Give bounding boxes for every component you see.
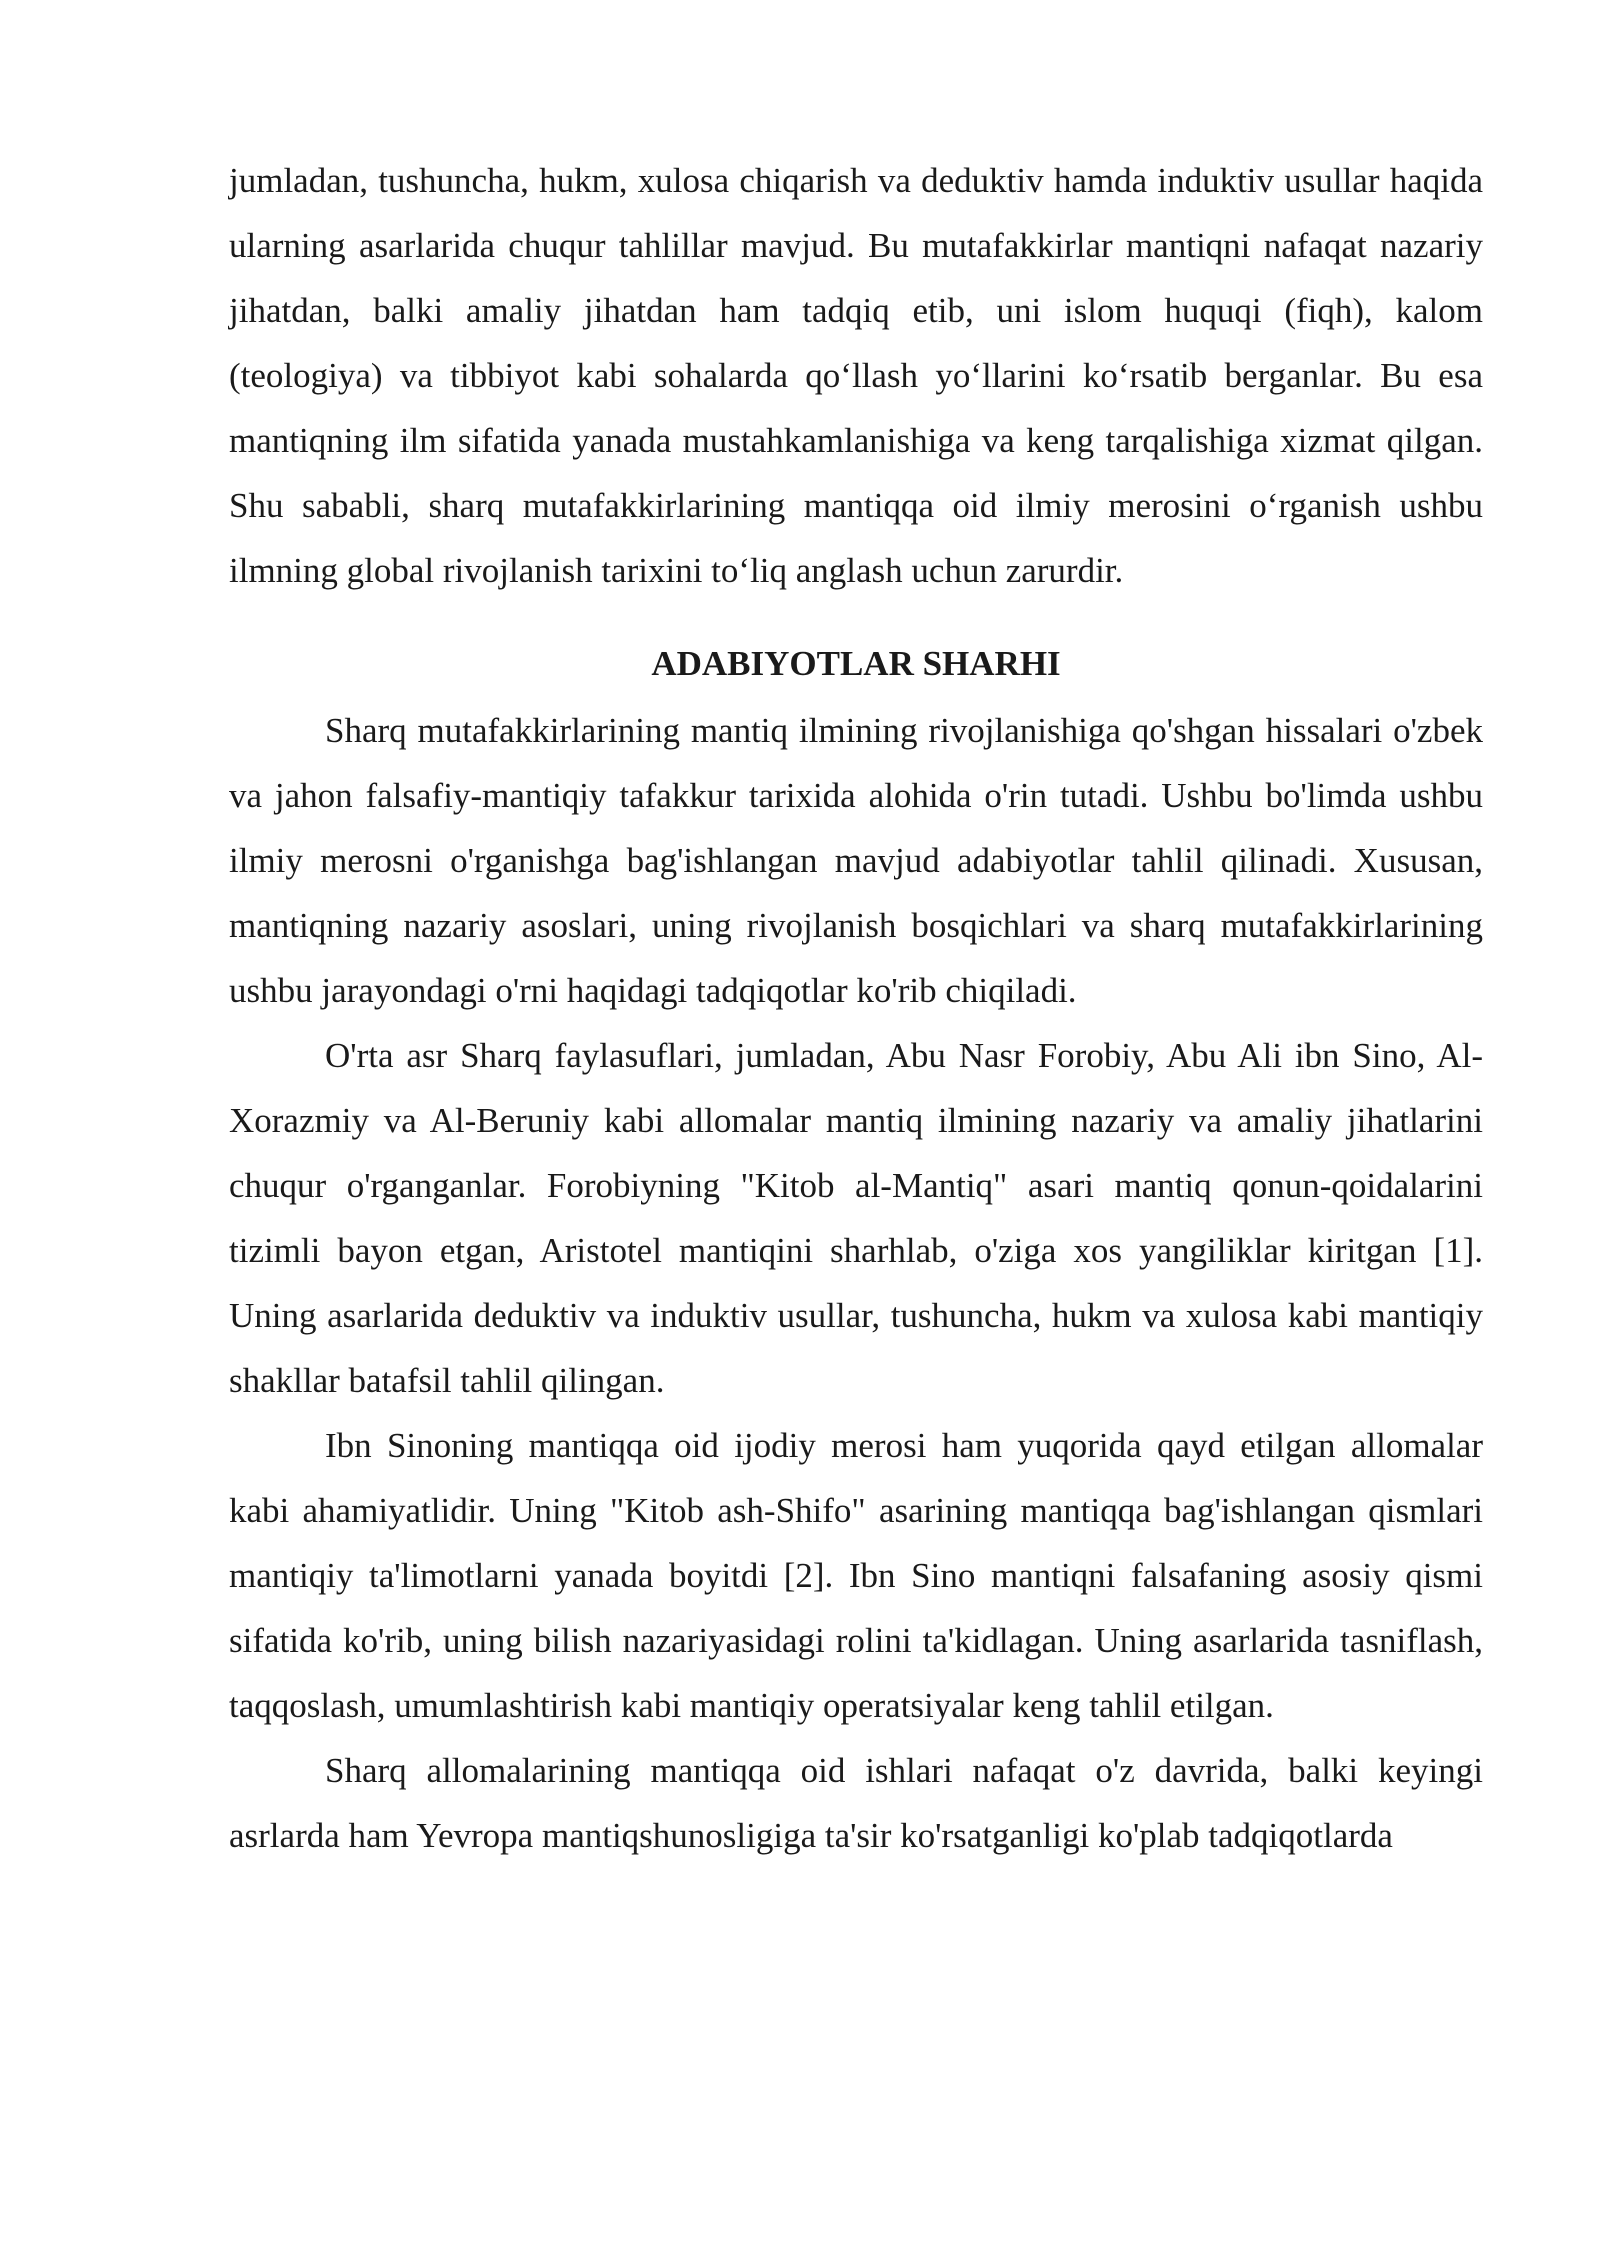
paragraph-intro-continuation: jumladan, tushuncha, hukm, xulosa chiqarish va deduktiv hamda induktiv usullar haqida ularning asarlarida chuqur tahlillar mavjud. Bu mutafakkirlar mantiqni nafaqat nazariy jihatdan, balki amaliy jihatdan ham tadqiq etib, uni islom huquqi (fiqh), kalom (teologiya) va tibbiyot kabi sohalarda qo‘llash yo‘llarini ko‘rsatib berganlar. Bu esa mantiqning ilm sifatida yanada mustahkamlanishiga va keng tarqalishiga xizmat qilgan. Shu sababli, sharq mutafakkirlarining mantiqqa oid ilmiy merosini o‘rganish ushbu ilmning global rivojlanish tarixini to‘liq anglash uchun zarurdir.: [229, 161, 1483, 590]
paragraph-influence: Sharq allomalarining mantiqqa oid ishlari nafaqat o'z davrida, balki keyingi asrlarda ham Yevropa mantiqshunosligiga ta'sir ko'rsatganligi ko'plab tadqiqotlarda: [229, 1751, 1483, 1855]
paragraph-literature-overview: Sharq mutafakkirlarining mantiq ilmining rivojlanishiga qo'shgan hissalari o'zbek va jahon falsafiy-mantiqiy tafakkur tarixida alohida o'rin tutadi. Ushbu bo'limda ushbu ilmiy merosni o'rganishga bag'ishlangan mavjud adabiyotlar tahlil qilinadi. Xususan, mantiqning nazariy asoslari, uning rivojlanish bosqichlari va sharq mutafakkirlarining ushbu jarayondagi o'rni haqidagi tadqiqotlar ko'rib chiqiladi.: [229, 711, 1483, 1010]
paragraph-medieval-philosophers: O'rta asr Sharq faylasuflari, jumladan, Abu Nasr Forobiy, Abu Ali ibn Sino, Al-Xorazmiy va Al-Beruniy kabi allomalar mantiq ilmining nazariy va amaliy jihatlarini chuqur o'rganganlar. Forobiyning "Kitob al-Mantiq" asari mantiq qonun-qoidalarini tizimli bayon etgan, Aristotel mantiqini sharhlab, o'ziga xos yangiliklar kiritgan [1]. Uning asarlarida deduktiv va induktiv usullar, tushuncha, hukm va xulosa kabi mantiqiy shakllar batafsil tahlil qilingan.: [229, 1036, 1483, 1400]
document-body: [229, 148, 1483, 1868]
section-heading: ADABIYOTLAR SHARHI: [651, 644, 1061, 683]
paragraph-ibn-sino: Ibn Sinoning mantiqqa oid ijodiy merosi ham yuqorida qayd etilgan allomalar kabi ahamiyatlidir. Uning "Kitob ash-Shifo" asarining mantiqqa bag'ishlangan qismlari mantiqiy ta'limotlarni yanada boyitdi [2]. Ibn Sino mantiqni falsafaning asosiy qismi sifatida ko'rib, uning bilish nazariyasidagi rolini ta'kidlagan. Uning asarlarida tasniflash, taqqoslash, umumlashtirish kabi mantiqiy operatsiyalar keng tahlil etilgan.: [229, 1426, 1483, 1725]
